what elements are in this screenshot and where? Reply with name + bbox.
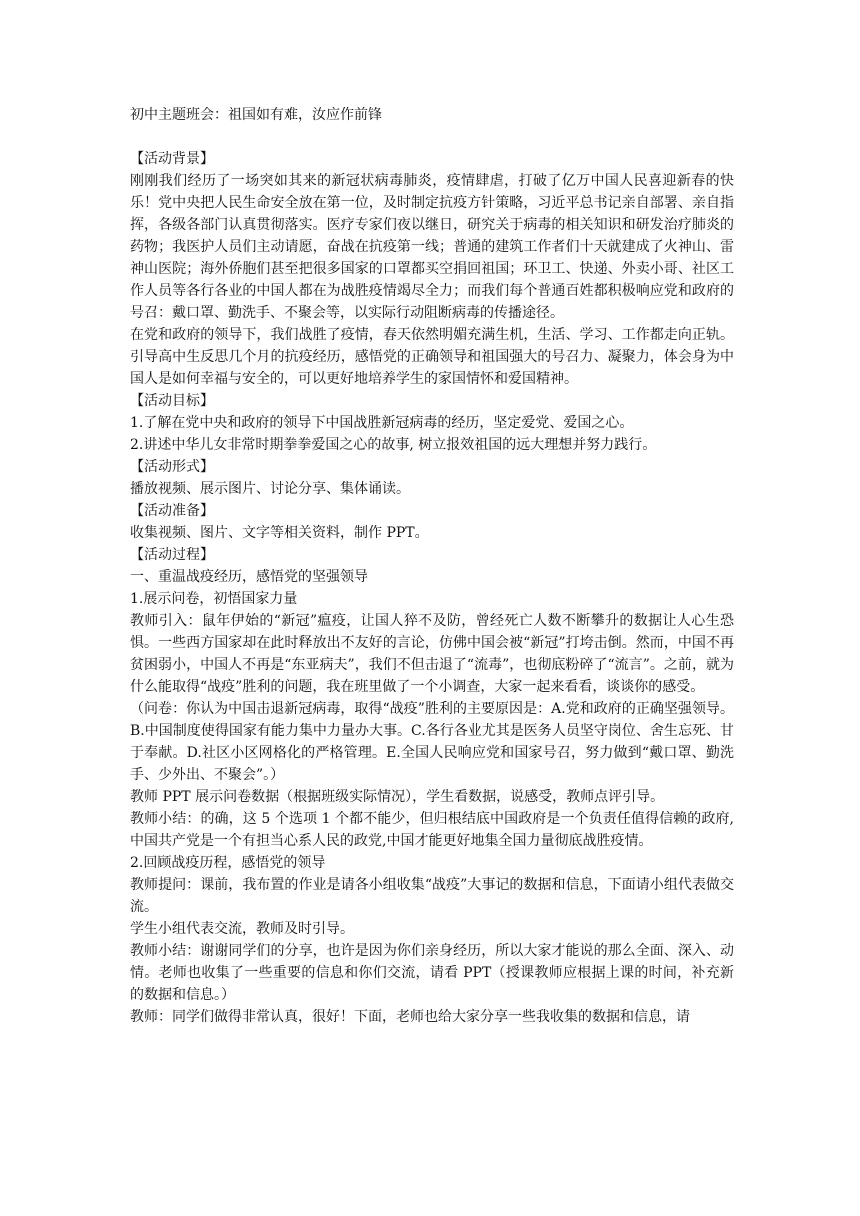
section-heading-process: 【活动过程】 bbox=[130, 547, 214, 563]
section-heading-preparation: 【活动准备】 bbox=[130, 503, 214, 519]
section-heading-goals: 【活动目标】 bbox=[130, 393, 214, 409]
section-heading-form: 【活动形式】 bbox=[130, 459, 214, 475]
paragraph: 播放视频、展示图片、讨论分享、集体诵读。 bbox=[130, 481, 410, 497]
paragraph: 教师小结：的确，这 5 个选项 1 个都不能少，但归根结底中国政府是一个负责任值得信赖的政府,中国共产党是一个有担当心系人民的政党,中国才能更好地集全国力量彻底战胜疫情。 bbox=[130, 811, 734, 849]
paragraph: 教师引入：鼠年伊始的“新冠”瘟疫，让国人猝不及防，曾经死亡人数不断攀升的数据让人心生恐惧。一些西方国家却在此时释放出不友好的言论，仿佛中国会被“新冠”打垮击倒。然而，中国不再贫困弱小，中国人不再是“东亚病夫”，我们不但击退了“流毒”，也彻底粉碎了“流言”。之前，就为什么能取得“战疫”胜利的问题，我在班里做了一个小调查，大家一起来看看，谈谈你的感受。 bbox=[130, 613, 734, 695]
paragraph: 教师提问：课前，我布置的作业是请各小组收集“战疫”大事记的数据和信息，下面请小组代表做交流。 bbox=[130, 877, 734, 915]
paragraph: 在党和政府的领导下，我们战胜了疫情，春天依然明媚充满生机，生活、学习、工作都走向正轨。引导高中生反思几个月的抗疫经历，感悟党的正确领导和祖国强大的号召力、凝聚力，体会身为中国人是如何幸福与安全的，可以更好地培养学生的家国情怀和爱国精神。 bbox=[130, 327, 734, 387]
goal-item: 2.讲述中华儿女非常时期拳拳爱国之心的故事, 树立报效祖国的远大理想并努力践行。 bbox=[130, 437, 657, 453]
subsection-heading: 一、重温战疫经历，感悟党的坚强领导 bbox=[130, 569, 368, 585]
step-heading: 1.展示问卷，初悟国家力量 bbox=[130, 591, 298, 607]
document-page bbox=[130, 104, 734, 1028]
section-heading-background: 【活动背景】 bbox=[130, 151, 214, 167]
goal-item: 1.了解在党中央和政府的领导下中国战胜新冠病毒的经历，坚定爱党、爱国之心。 bbox=[130, 415, 634, 431]
paragraph: 刚刚我们经历了一场突如其来的新冠状病毒肺炎，疫情肆虐，打破了亿万中国人民喜迎新春的快乐！党中央把人民生命安全放在第一位，及时制定抗疫方针策略，习近平总书记亲自部署、亲自指挥，各级各部门认真贯彻落实。医疗专家们夜以继日，研究关于病毒的相关知识和研发治疗肺炎的药物；我医护人员们主动请愿，奋战在抗疫第一线；普通的建筑工作者们十天就建成了火神山、雷神山医院；海外侨胞们甚至把很多国家的口罩都买空捐回祖国；环卫工、快递、外卖小哥、社区工作人员等各行各业的中国人都在为战胜疫情竭尽全力；而我们每个普通百姓都积极响应党和政府的号召：戴口罩、勤洗手、不聚会等，以实际行动阻断病毒的传播途径。 bbox=[130, 173, 734, 321]
paragraph: 学生小组代表交流，教师及时引导。 bbox=[130, 921, 354, 937]
paragraph: 教师 PPT 展示问卷数据（根据班级实际情况），学生看数据，说感受，教师点评引导。 bbox=[130, 789, 665, 805]
paragraph: （问卷：你认为中国击退新冠病毒，取得“战疫”胜利的主要原因是：A.党和政府的正确坚强领导。B.中国制度使得国家有能力集中力量办大事。C.各行各业尤其是医务人员坚守岗位、舍生忘死、甘于奉献。D.社区小区网格化的严格管理。E.全国人民响应党和国家号召，努力做到“戴口罩、勤洗手、少外出、不聚会”。） bbox=[130, 701, 734, 783]
step-heading: 2.回顾战疫历程，感悟党的领导 bbox=[130, 855, 326, 871]
document-title: 初中主题班会：祖国如有难，汝应作前锋 bbox=[130, 107, 382, 123]
paragraph: 收集视频、图片、文字等相关资料，制作 PPT。 bbox=[130, 525, 429, 541]
paragraph: 教师小结：谢谢同学们的分享，也许是因为你们亲身经历，所以大家才能说的那么全面、深入、动情。老师也收集了一些重要的信息和你们交流，请看 PPT（授课教师应根据上课的时间，补充新的数据和信息。） bbox=[130, 943, 734, 1003]
paragraph: 教师：同学们做得非常认真，很好！下面，老师也给大家分享一些我收集的数据和信息，请 bbox=[130, 1009, 690, 1025]
